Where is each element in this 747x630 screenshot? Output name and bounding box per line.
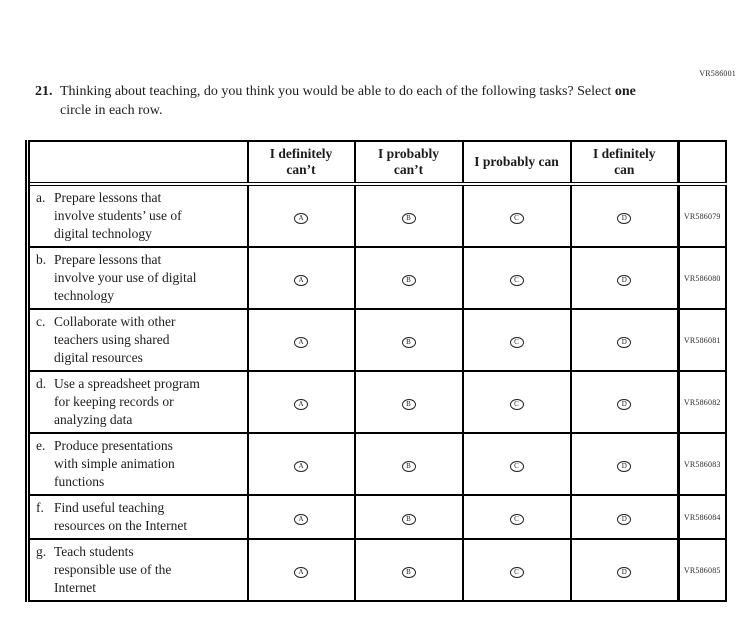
bubble-letter: D: [621, 338, 627, 346]
option-cell: [355, 247, 463, 309]
bubble-letter: D: [621, 276, 627, 284]
bubble-letter: A: [298, 515, 304, 523]
column-header-probably-cant: [355, 141, 463, 184]
row-stem: [28, 184, 248, 247]
bubble-letter: A: [298, 276, 304, 284]
table-row-b: [28, 247, 726, 309]
table-row-g: [28, 539, 726, 601]
table-row-e: [28, 433, 726, 495]
answer-bubble-c[interactable]: [510, 337, 524, 348]
bubble-letter: C: [514, 568, 519, 576]
option-cell: [248, 495, 355, 539]
question-number: 21.: [35, 84, 53, 99]
row-code: VR586083: [679, 433, 726, 495]
column-header-label: I definitely: [269, 146, 333, 161]
header-row: [28, 141, 726, 184]
question-bold-word: one: [614, 84, 636, 99]
question: [35, 82, 650, 120]
row-text: Teach students responsible use of the Internet: [54, 544, 172, 595]
row-stem: [28, 495, 248, 539]
bubble-letter: D: [621, 214, 627, 222]
bubble-letter: B: [406, 400, 411, 408]
option-cell: [571, 495, 679, 539]
row-text: Produce presentations with simple animation functions: [54, 438, 175, 489]
answer-bubble-a[interactable]: [294, 514, 308, 525]
column-header-label: can’t: [286, 162, 316, 177]
stem-header-cell: [28, 141, 248, 184]
bubble-letter: A: [298, 568, 304, 576]
bubble-letter: C: [514, 276, 519, 284]
table-row-d: [28, 371, 726, 433]
row-letter: b.: [36, 252, 47, 267]
column-header-label: can: [614, 162, 635, 177]
option-cell: [571, 371, 679, 433]
bubble-letter: A: [298, 400, 304, 408]
option-cell: [248, 309, 355, 371]
answer-bubble-a[interactable]: [294, 213, 308, 224]
bubble-letter: B: [406, 462, 411, 470]
code-header-cell: [679, 141, 726, 184]
option-cell: [463, 184, 571, 247]
answer-bubble-c[interactable]: [510, 275, 524, 286]
row-text: Collaborate with other teachers using shared digital resources: [54, 314, 176, 365]
answer-bubble-a[interactable]: [294, 275, 308, 286]
answer-bubble-c[interactable]: [510, 567, 524, 578]
column-header-definitely-can: [571, 141, 679, 184]
row-letter: e.: [36, 438, 46, 453]
row-letter: a.: [36, 190, 46, 205]
option-cell: [463, 309, 571, 371]
row-text: Prepare lessons that involve your use of digital technology: [54, 252, 197, 303]
answer-bubble-b[interactable]: [402, 567, 416, 578]
answer-bubble-a[interactable]: [294, 567, 308, 578]
row-letter: c.: [36, 314, 46, 329]
column-header-label: I probably can: [474, 154, 559, 169]
bubble-letter: C: [514, 214, 519, 222]
option-cell: [248, 247, 355, 309]
option-cell: [571, 184, 679, 247]
option-cell: [463, 371, 571, 433]
answer-bubble-a[interactable]: [294, 399, 308, 410]
form-code: VR586001: [699, 69, 736, 78]
answer-bubble-b[interactable]: [402, 337, 416, 348]
row-text: Find useful teaching resources on the Internet: [54, 500, 188, 533]
answer-bubble-c[interactable]: [510, 514, 524, 525]
option-cell: [463, 495, 571, 539]
row-code: VR586085: [679, 539, 726, 601]
table-row-c: [28, 309, 726, 371]
answer-bubble-c[interactable]: [510, 213, 524, 224]
row-stem: [28, 371, 248, 433]
option-cell: [248, 433, 355, 495]
question-text-part2: circle in each row.: [60, 103, 163, 118]
bubble-letter: D: [621, 515, 627, 523]
answer-bubble-a[interactable]: [294, 337, 308, 348]
bubble-letter: D: [621, 400, 627, 408]
option-cell: [463, 539, 571, 601]
option-cell: [248, 184, 355, 247]
row-code: VR586082: [679, 371, 726, 433]
bubble-letter: D: [621, 462, 627, 470]
option-cell: [571, 433, 679, 495]
option-cell: [355, 309, 463, 371]
column-header-definitely-cant: [248, 141, 355, 184]
answer-bubble-d[interactable]: [617, 213, 631, 224]
bubble-letter: B: [406, 568, 411, 576]
row-stem: [28, 433, 248, 495]
bubble-letter: B: [406, 338, 411, 346]
bubble-letter: B: [406, 515, 411, 523]
bubble-letter: D: [621, 568, 627, 576]
row-letter: d.: [36, 376, 47, 391]
answer-bubble-d[interactable]: [617, 399, 631, 410]
option-cell: [355, 371, 463, 433]
option-cell: [463, 247, 571, 309]
response-table: [25, 140, 727, 602]
row-letter: g.: [36, 544, 47, 559]
bubble-letter: C: [514, 400, 519, 408]
option-cell: [571, 539, 679, 601]
answer-bubble-c[interactable]: [510, 461, 524, 472]
option-cell: [355, 539, 463, 601]
table-row-a: [28, 184, 726, 247]
bubble-letter: C: [514, 338, 519, 346]
option-cell: [355, 495, 463, 539]
row-code: VR586084: [679, 495, 726, 539]
row-stem: [28, 539, 248, 601]
option-cell: [463, 433, 571, 495]
answer-bubble-c[interactable]: [510, 399, 524, 410]
row-letter: f.: [36, 500, 44, 515]
option-cell: [355, 433, 463, 495]
answer-bubble-d[interactable]: [617, 514, 631, 525]
row-text: Prepare lessons that involve students’ use of digital technology: [54, 190, 182, 241]
answer-bubble-b[interactable]: [402, 275, 416, 286]
bubble-letter: B: [406, 214, 411, 222]
bubble-letter: A: [298, 462, 304, 470]
row-stem: [28, 247, 248, 309]
option-cell: [571, 309, 679, 371]
answer-bubble-b[interactable]: [402, 213, 416, 224]
bubble-letter: B: [406, 276, 411, 284]
answer-bubble-b[interactable]: [402, 399, 416, 410]
answer-bubble-b[interactable]: [402, 514, 416, 525]
answer-bubble-d[interactable]: [617, 275, 631, 286]
bubble-letter: A: [298, 338, 304, 346]
table-row-f: [28, 495, 726, 539]
row-code: VR586080: [679, 247, 726, 309]
answer-bubble-a[interactable]: [294, 461, 308, 472]
column-header-label: I probably: [378, 146, 439, 161]
column-header-probably-can: [463, 141, 571, 184]
option-cell: [355, 184, 463, 247]
bubble-letter: C: [514, 515, 519, 523]
row-code: VR586079: [679, 184, 726, 247]
answer-bubble-d[interactable]: [617, 461, 631, 472]
option-cell: [248, 371, 355, 433]
option-cell: [571, 247, 679, 309]
column-header-label: I definitely: [592, 146, 656, 161]
bubble-letter: A: [298, 214, 304, 222]
column-header-label: can’t: [393, 162, 424, 177]
option-cell: [248, 539, 355, 601]
row-text: Use a spreadsheet program for keeping records or analyzing data: [54, 376, 200, 427]
row-stem: [28, 309, 248, 371]
answer-bubble-b[interactable]: [402, 461, 416, 472]
bubble-letter: C: [514, 462, 519, 470]
question-text: [60, 82, 645, 120]
row-code: VR586081: [679, 309, 726, 371]
answer-bubble-d[interactable]: [617, 337, 631, 348]
question-text-part1: Thinking about teaching, do you think you would be able to do each of the following tasks? Select: [60, 84, 615, 99]
answer-bubble-d[interactable]: [617, 567, 631, 578]
